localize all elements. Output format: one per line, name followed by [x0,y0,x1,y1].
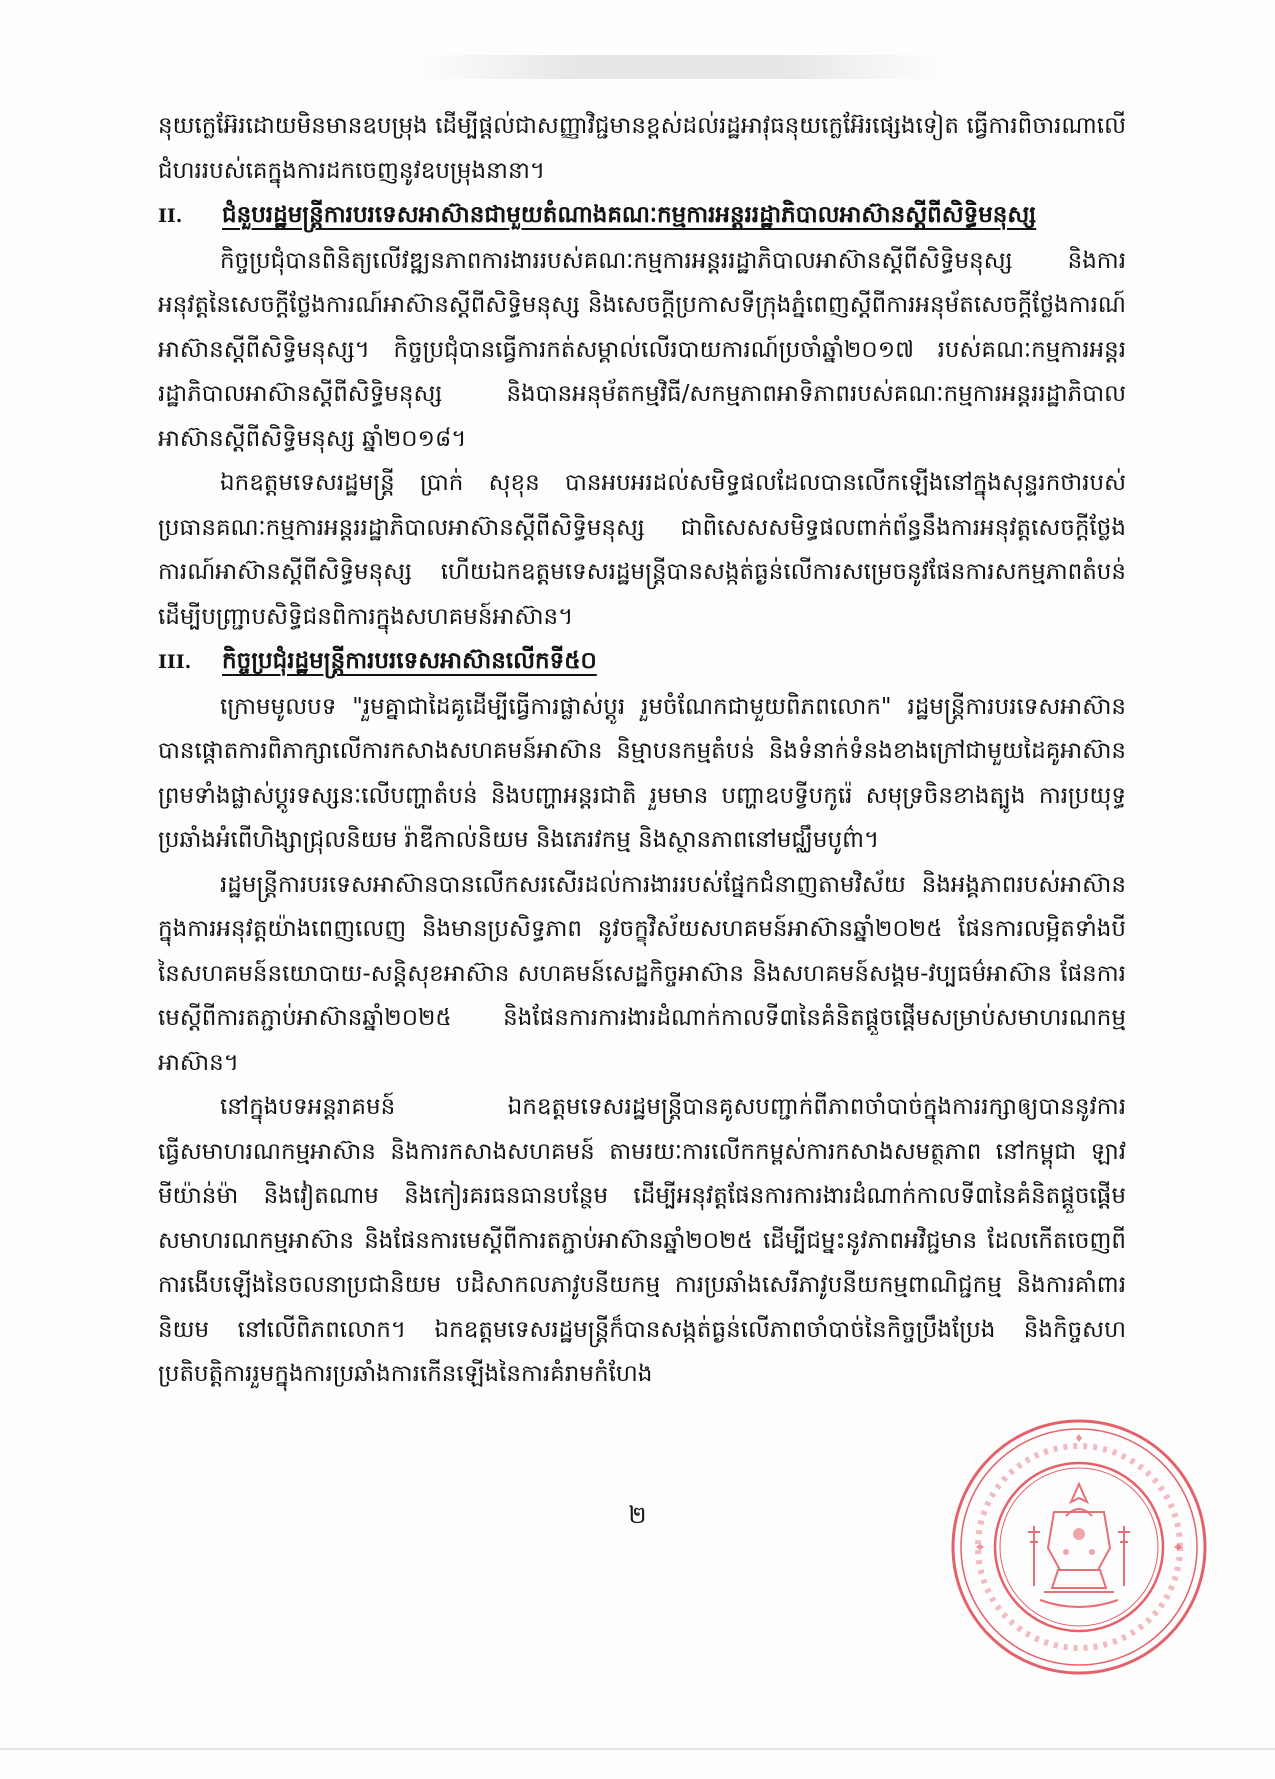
paragraph: ក្រោមមូលបទ "រួមគ្នាជាដៃគូដើម្បីធ្វើការផ្លាស់ប្តូរ រួមចំណែកជាមួយពិភពលោក" រដ្ឋមន្ត្រីការបរទេសអាស៊ានបានផ្តោតការពិភាក្សាលើការកសាងសហគមន៍អាស៊ាន និម្មាបនកម្មតំបន់ និងទំនាក់ទំនងខាងក្រៅជាមួយដៃគូអាស៊ាន ព្រមទាំងផ្លាស់ប្តូរទស្សនៈលើបញ្ហាតំបន់ និងបញ្ហាអន្តរជាតិ រួមមាន បញ្ហាឧបទ្វីបកូរ៉េ សមុទ្រចិនខាងត្បូង ការប្រយុទ្ធប្រឆាំងអំពើហិង្សាជ្រុលនិយម រ៉ាឌីកាល់និយម និងភេរវកម្ម និងស្ថានភាពនៅមជ្ឈឹមបូព៌ា។ [158,693,1126,853]
section-title: កិច្ចប្រជុំរដ្ឋមន្ត្រីការបរទេសអាស៊ានលើកទី៥០ [222,648,597,674]
page-bottom-edge [0,1748,1275,1750]
paragraph: ឯកឧត្តមទេសរដ្ឋមន្ត្រី ប្រាក់ សុខុន បានអបអរដល់សមិទ្ធផលដែលបានលើកឡើងនៅក្នុងសុន្ទរកថារបស់ប្រធានគណៈកម្មការអន្តររដ្ឋាភិបាលអាស៊ានស្តីពីសិទ្ធិមនុស្ស ជាពិសេសសមិទ្ធផលពាក់ព័ន្ធនឹងការអនុវត្តសេចក្តីថ្លែងការណ៍អាស៊ានស្តីពីសិទ្ធិមនុស្ស ហើយឯកឧត្តមទេសរដ្ឋមន្ត្រីបានសង្កត់ធ្ងន់លើការសម្រេចនូវផែនការសកម្មភាពតំបន់ដើម្បីបញ្ជ្រាបសិទ្ធិជនពិការក្នុងសហគមន៍អាស៊ាន។ [158,470,1126,630]
section-heading-3 [158,639,1126,685]
section-heading-2 [158,193,1126,239]
paragraph: កិច្ចប្រជុំបានពិនិត្យលើវឌ្ឍនភាពការងាររបស់គណៈកម្មការអន្តររដ្ឋាភិបាលអាស៊ានស្តីពីសិទ្ធិមនុស្ស និងការអនុវត្តនៃសេចក្តីថ្លែងការណ៍អាស៊ានស្តីពីសិទ្ធិមនុស្ស និងសេចក្តីប្រកាសទីក្រុងភ្នំពេញស្តីពីការអនុម័តសេចក្តីថ្លែងការណ៍អាស៊ានស្តីពីសិទ្ធិមនុស្ស។ កិច្ចប្រជុំបានធ្វើការកត់សម្គាល់លើរបាយការណ៍ប្រចាំឆ្នាំ២០១៧ របស់គណៈកម្មការអន្តររដ្ឋាភិបាលអាស៊ានស្តីពីសិទ្ធិមនុស្ស និងបានអនុម័តកម្មវិធី/សកម្មភាពអាទិភាពរបស់គណៈកម្មការអន្តររដ្ឋាភិបាលអាស៊ានស្តីពីសិទ្ធិមនុស្ស ឆ្នាំ២០១៨។ [158,247,1126,452]
paragraph-continuation: នុយក្លេអ៊ែរដោយមិនមានឧបម្រុង ដើម្បីផ្តល់ជាសញ្ញាវិជ្ជមានខ្ពស់ដល់រដ្ឋអាវុធនុយក្លេអ៊ែរផ្សេងទៀត ធ្វើការពិចារណាលើជំហររបស់គេក្នុងការដកចេញនូវឧបម្រុងនានា។ [158,113,1126,184]
paragraph: រដ្ឋមន្ត្រីការបរទេសអាស៊ានបានលើកសរសើរដល់ការងាររបស់ផ្នែកជំនាញតាមវិស័យ និងអង្គភាពរបស់អាស៊ាន ក្នុងការអនុវត្តយ៉ាងពេញលេញ និងមានប្រសិទ្ធភាព នូវចក្ខុវិស័យសហគមន៍អាស៊ានឆ្នាំ២០២៥ ផែនការលម្អិតទាំងបីនៃសហគមន៍នយោបាយ-សន្តិសុខអាស៊ាន សហគមន៍សេដ្ឋកិច្ចអាស៊ាន និងសហគមន៍សង្គម-វប្បធម៌អាស៊ាន ផែនការមេស្តីពីការតភ្ជាប់អាស៊ានឆ្នាំ២០២៥ និងផែនការការងារដំណាក់កាលទី៣នៃគំនិតផ្តួចផ្តើមសម្រាប់សមាហរណកម្មអាស៊ាន។ [158,871,1126,1076]
section-title: ជំនួបរដ្ឋមន្ត្រីការបរទេសអាស៊ានជាមួយតំណាងគណៈកម្មការអន្តររដ្ឋាភិបាលអាស៊ានស្តីពីសិទ្ធិមនុស្ស [222,202,1037,228]
scan-artifact [420,55,940,79]
section-number: III. [158,651,192,673]
paragraph: នៅក្នុងបទអន្តរាគមន៍ ឯកឧត្តមទេសរដ្ឋមន្ត្រីបានគូសបញ្ជាក់ពីភាពចាំបាច់ក្នុងការរក្សាឲ្យបាននូវការធ្វើសមាហរណកម្មអាស៊ាន និងការកសាងសហគមន៍ តាមរយៈការលើកកម្ពស់ការកសាងសមត្ថភាព នៅកម្ពុជា ឡាវ មីយ៉ាន់ម៉ា និងវៀតណាម និងកៀរគរធនធានបន្ថែម ដើម្បីអនុវត្តផែនការការងារដំណាក់កាលទី៣នៃគំនិតផ្តួចផ្តើមសមាហរណកម្មអាស៊ាន និងផែនការមេស្តីពីការតភ្ជាប់អាស៊ានឆ្នាំ២០២៥ ដើម្បីជម្នះនូវភាពអវិជ្ជមាន ដែលកើតចេញពីការងើបឡើងនៃចលនាប្រជានិយម បដិសាកលភាវូបនីយកម្ម ការប្រឆាំងសេរីភាវូបនីយកម្មពាណិជ្ជកម្ម និងការគាំពារនិយម នៅលើពិភពលោក។ ឯកឧត្តមទេសរដ្ឋមន្ត្រីក៏បានសង្កត់ធ្ងន់លើភាពចាំបាច់នៃកិច្ចប្រឹងប្រែង និងកិច្ចសហប្រតិបត្តិការរួមក្នុងការប្រឆាំងការកើនឡើងនៃការគំរាមកំហែង [158,1094,1126,1387]
document-body [158,104,1126,1397]
page-number: ២ [628,1501,647,1529]
section-number: II. [158,205,183,227]
official-seal-stamp [948,1416,1210,1678]
